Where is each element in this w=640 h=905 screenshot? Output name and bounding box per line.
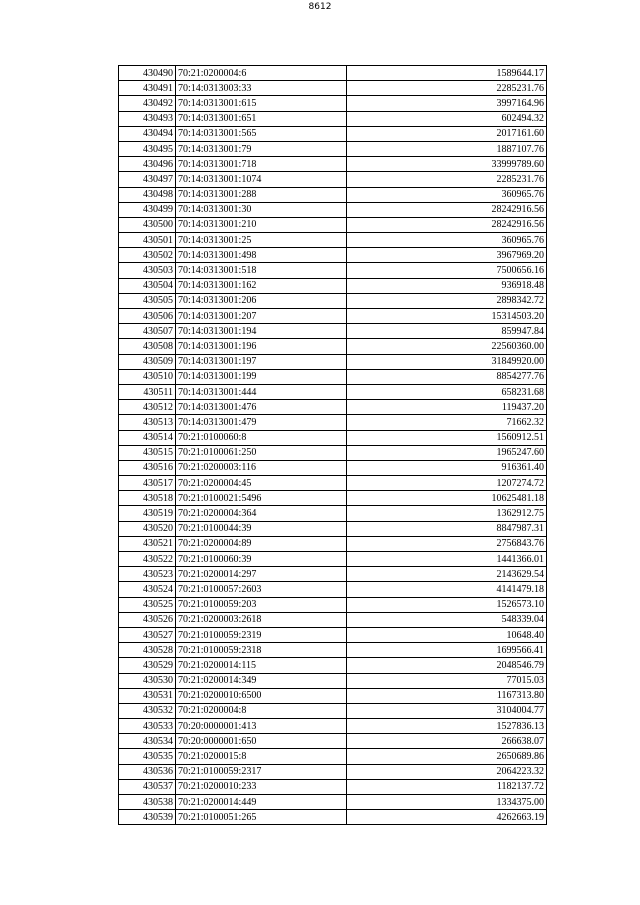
cadastral-number-cell: 70:21:0100051:265 — [176, 810, 347, 825]
table-row — [119, 96, 547, 111]
cadastral-value-cell: 859947.84 — [347, 324, 547, 339]
cadastral-number-cell: 70:21:0200010:233 — [176, 779, 347, 794]
table-row — [119, 552, 547, 567]
row-number-cell: 430503 — [119, 263, 176, 278]
cadastral-number-cell: 70:14:0313001:79 — [176, 141, 347, 156]
row-number-cell: 430532 — [119, 703, 176, 718]
cadastral-value-cell: 1334375.00 — [347, 795, 547, 810]
row-number-cell: 430534 — [119, 734, 176, 749]
cadastral-value-cell: 1699566.41 — [347, 643, 547, 658]
cadastral-value-cell: 2285231.76 — [347, 81, 547, 96]
cadastral-value-cell: 916361.40 — [347, 460, 547, 475]
row-number-cell: 430512 — [119, 400, 176, 415]
row-number-cell: 430496 — [119, 157, 176, 172]
row-number-cell: 430516 — [119, 460, 176, 475]
cadastral-number-cell: 70:14:0313001:199 — [176, 369, 347, 384]
cadastral-value-cell: 2285231.76 — [347, 172, 547, 187]
table-row — [119, 309, 547, 324]
row-number-cell: 430492 — [119, 96, 176, 111]
cadastral-value-cell: 1887107.76 — [347, 141, 547, 156]
cadastral-value-cell: 77015.03 — [347, 673, 547, 688]
row-number-cell: 430530 — [119, 673, 176, 688]
cadastral-number-cell: 70:14:0313001:207 — [176, 309, 347, 324]
row-number-cell: 430525 — [119, 597, 176, 612]
cadastral-value-table — [118, 65, 547, 825]
row-number-cell: 430524 — [119, 582, 176, 597]
row-number-cell: 430505 — [119, 293, 176, 308]
cadastral-number-cell: 70:14:0313001:194 — [176, 324, 347, 339]
table-row — [119, 688, 547, 703]
cadastral-number-cell: 70:14:0313001:565 — [176, 126, 347, 141]
cadastral-number-cell: 70:14:0313001:518 — [176, 263, 347, 278]
table-row — [119, 719, 547, 734]
row-number-cell: 430519 — [119, 506, 176, 521]
cadastral-value-cell: 7500656.16 — [347, 263, 547, 278]
table-row — [119, 582, 547, 597]
table-row — [119, 430, 547, 445]
cadastral-value-cell: 2048546.79 — [347, 658, 547, 673]
row-number-cell: 430523 — [119, 567, 176, 582]
table-row — [119, 445, 547, 460]
cadastral-value-cell: 10648.40 — [347, 627, 547, 642]
row-number-cell: 430515 — [119, 445, 176, 460]
cadastral-value-cell: 1207274.72 — [347, 476, 547, 491]
table-row — [119, 643, 547, 658]
table-row — [119, 521, 547, 536]
table-row — [119, 400, 547, 415]
cadastral-value-cell: 3967969.20 — [347, 248, 547, 263]
row-number-cell: 430517 — [119, 476, 176, 491]
cadastral-value-cell: 4262663.19 — [347, 810, 547, 825]
cadastral-value-cell: 8854277.76 — [347, 369, 547, 384]
table-row — [119, 384, 547, 399]
cadastral-value-cell: 1526573.10 — [347, 597, 547, 612]
table-row — [119, 703, 547, 718]
cadastral-number-cell: 70:21:0200014:297 — [176, 567, 347, 582]
row-number-cell: 430514 — [119, 430, 176, 445]
cadastral-value-cell: 119437.20 — [347, 400, 547, 415]
row-number-cell: 430506 — [119, 309, 176, 324]
table-row — [119, 233, 547, 248]
cadastral-value-cell: 360965.76 — [347, 187, 547, 202]
cadastral-number-cell: 70:21:0100061:250 — [176, 445, 347, 460]
cadastral-number-cell: 70:21:0200003:116 — [176, 460, 347, 475]
cadastral-number-cell: 70:21:0100021:5496 — [176, 491, 347, 506]
cadastral-value-cell: 3997164.96 — [347, 96, 547, 111]
row-number-cell: 430533 — [119, 719, 176, 734]
row-number-cell: 430522 — [119, 552, 176, 567]
table-row — [119, 278, 547, 293]
row-number-cell: 430526 — [119, 612, 176, 627]
row-number-cell: 430531 — [119, 688, 176, 703]
cadastral-number-cell: 70:14:0313001:718 — [176, 157, 347, 172]
row-number-cell: 430499 — [119, 202, 176, 217]
cadastral-number-cell: 70:14:0313003:33 — [176, 81, 347, 96]
row-number-cell: 430494 — [119, 126, 176, 141]
cadastral-number-cell: 70:14:0313001:25 — [176, 233, 347, 248]
cadastral-number-cell: 70:21:0200015:8 — [176, 749, 347, 764]
row-number-cell: 430501 — [119, 233, 176, 248]
row-number-cell: 430528 — [119, 643, 176, 658]
cadastral-value-cell: 1441366.01 — [347, 552, 547, 567]
cadastral-value-cell: 2650689.86 — [347, 749, 547, 764]
cadastral-value-cell: 548339.04 — [347, 612, 547, 627]
page-number: 8612 — [308, 2, 332, 12]
cadastral-number-cell: 70:21:0200014:449 — [176, 795, 347, 810]
table-row — [119, 339, 547, 354]
row-number-cell: 430498 — [119, 187, 176, 202]
table-row — [119, 810, 547, 825]
table-row — [119, 293, 547, 308]
table-row — [119, 415, 547, 430]
row-number-cell: 430518 — [119, 491, 176, 506]
cadastral-number-cell: 70:21:0100059:2317 — [176, 764, 347, 779]
cadastral-number-cell: 70:21:0100044:39 — [176, 521, 347, 536]
table-row — [119, 81, 547, 96]
cadastral-number-cell: 70:21:0200004:6 — [176, 66, 347, 81]
table-row — [119, 369, 547, 384]
row-number-cell: 430493 — [119, 111, 176, 126]
row-number-cell: 430504 — [119, 278, 176, 293]
table-row — [119, 491, 547, 506]
cadastral-value-cell: 3104004.77 — [347, 703, 547, 718]
row-number-cell: 430511 — [119, 384, 176, 399]
table-row — [119, 795, 547, 810]
table-row — [119, 673, 547, 688]
cadastral-value-cell: 2756843.76 — [347, 536, 547, 551]
cadastral-number-cell: 70:21:0200014:115 — [176, 658, 347, 673]
cadastral-value-cell: 1167313.80 — [347, 688, 547, 703]
row-number-cell: 430490 — [119, 66, 176, 81]
row-number-cell: 430497 — [119, 172, 176, 187]
row-number-cell: 430495 — [119, 141, 176, 156]
cadastral-value-cell: 658231.68 — [347, 384, 547, 399]
table-row — [119, 749, 547, 764]
row-number-cell: 430500 — [119, 217, 176, 232]
table-row — [119, 126, 547, 141]
table-row — [119, 734, 547, 749]
table-row — [119, 764, 547, 779]
cadastral-number-cell: 70:21:0200014:349 — [176, 673, 347, 688]
cadastral-value-cell: 2898342.72 — [347, 293, 547, 308]
cadastral-number-cell: 70:14:0313001:479 — [176, 415, 347, 430]
cadastral-value-cell: 22560360.00 — [347, 339, 547, 354]
row-number-cell: 430491 — [119, 81, 176, 96]
cadastral-number-cell: 70:21:0100059:203 — [176, 597, 347, 612]
cadastral-value-cell: 8847987.31 — [347, 521, 547, 536]
cadastral-number-cell: 70:14:0313001:444 — [176, 384, 347, 399]
row-number-cell: 430537 — [119, 779, 176, 794]
table-row — [119, 248, 547, 263]
cadastral-number-cell: 70:14:0313001:476 — [176, 400, 347, 415]
cadastral-number-cell: 70:21:0200003:2618 — [176, 612, 347, 627]
cadastral-number-cell: 70:14:0313001:651 — [176, 111, 347, 126]
cadastral-number-cell: 70:21:0100059:2319 — [176, 627, 347, 642]
table-row — [119, 597, 547, 612]
cadastral-value-cell: 10625481.18 — [347, 491, 547, 506]
table-row — [119, 612, 547, 627]
table-row — [119, 476, 547, 491]
cadastral-number-cell: 70:14:0313001:30 — [176, 202, 347, 217]
cadastral-number-cell: 70:14:0313001:1074 — [176, 172, 347, 187]
cadastral-value-cell: 1589644.17 — [347, 66, 547, 81]
cadastral-number-cell: 70:14:0313001:162 — [176, 278, 347, 293]
table-row — [119, 66, 547, 81]
cadastral-number-cell: 70:14:0313001:196 — [176, 339, 347, 354]
cadastral-number-cell: 70:21:0200004:45 — [176, 476, 347, 491]
table-row — [119, 172, 547, 187]
row-number-cell: 430507 — [119, 324, 176, 339]
cadastral-number-cell: 70:21:0200010:6500 — [176, 688, 347, 703]
table-row — [119, 627, 547, 642]
cadastral-value-cell: 28242916.56 — [347, 217, 547, 232]
cadastral-number-cell: 70:20:0000001:413 — [176, 719, 347, 734]
row-number-cell: 430539 — [119, 810, 176, 825]
cadastral-number-cell: 70:20:0000001:650 — [176, 734, 347, 749]
cadastral-number-cell: 70:14:0313001:615 — [176, 96, 347, 111]
cadastral-value-cell: 71662.32 — [347, 415, 547, 430]
table-row — [119, 779, 547, 794]
table-row — [119, 111, 547, 126]
cadastral-number-cell: 70:21:0100059:2318 — [176, 643, 347, 658]
cadastral-number-cell: 70:14:0313001:288 — [176, 187, 347, 202]
table-row — [119, 202, 547, 217]
table-row — [119, 536, 547, 551]
row-number-cell: 430538 — [119, 795, 176, 810]
cadastral-value-cell: 1560912.51 — [347, 430, 547, 445]
cadastral-value-cell: 266638.07 — [347, 734, 547, 749]
table-row — [119, 460, 547, 475]
row-number-cell: 430513 — [119, 415, 176, 430]
cadastral-value-cell: 15314503.20 — [347, 309, 547, 324]
cadastral-value-cell: 31849920.00 — [347, 354, 547, 369]
table-row — [119, 263, 547, 278]
table-row — [119, 157, 547, 172]
cadastral-value-cell: 33999789.60 — [347, 157, 547, 172]
table-row — [119, 187, 547, 202]
cadastral-value-cell: 2064223.32 — [347, 764, 547, 779]
cadastral-number-cell: 70:14:0313001:197 — [176, 354, 347, 369]
cadastral-value-cell: 360965.76 — [347, 233, 547, 248]
table-row — [119, 141, 547, 156]
row-number-cell: 430527 — [119, 627, 176, 642]
cadastral-number-cell: 70:21:0200004:364 — [176, 506, 347, 521]
row-number-cell: 430520 — [119, 521, 176, 536]
cadastral-number-cell: 70:21:0200004:89 — [176, 536, 347, 551]
cadastral-number-cell: 70:14:0313001:498 — [176, 248, 347, 263]
row-number-cell: 430509 — [119, 354, 176, 369]
cadastral-number-cell: 70:14:0313001:206 — [176, 293, 347, 308]
cadastral-number-cell: 70:21:0100057:2603 — [176, 582, 347, 597]
cadastral-value-cell: 936918.48 — [347, 278, 547, 293]
cadastral-number-cell: 70:21:0100060:39 — [176, 552, 347, 567]
table-row — [119, 354, 547, 369]
cadastral-value-cell: 4141479.18 — [347, 582, 547, 597]
cadastral-number-cell: 70:21:0100060:8 — [176, 430, 347, 445]
row-number-cell: 430535 — [119, 749, 176, 764]
table-body — [119, 66, 547, 825]
cadastral-value-cell: 602494.32 — [347, 111, 547, 126]
cadastral-value-cell: 1527836.13 — [347, 719, 547, 734]
table-row — [119, 658, 547, 673]
row-number-cell: 430510 — [119, 369, 176, 384]
cadastral-value-cell: 1362912.75 — [347, 506, 547, 521]
row-number-cell: 430536 — [119, 764, 176, 779]
cadastral-number-cell: 70:14:0313001:210 — [176, 217, 347, 232]
table-row — [119, 506, 547, 521]
cadastral-value-cell: 2017161.60 — [347, 126, 547, 141]
cadastral-value-cell: 1182137.72 — [347, 779, 547, 794]
table-row — [119, 324, 547, 339]
cadastral-number-cell: 70:21:0200004:8 — [176, 703, 347, 718]
row-number-cell: 430529 — [119, 658, 176, 673]
table-row — [119, 567, 547, 582]
cadastral-value-cell: 28242916.56 — [347, 202, 547, 217]
cadastral-value-cell: 1965247.60 — [347, 445, 547, 460]
row-number-cell: 430508 — [119, 339, 176, 354]
row-number-cell: 430521 — [119, 536, 176, 551]
row-number-cell: 430502 — [119, 248, 176, 263]
cadastral-value-cell: 2143629.54 — [347, 567, 547, 582]
table-row — [119, 217, 547, 232]
